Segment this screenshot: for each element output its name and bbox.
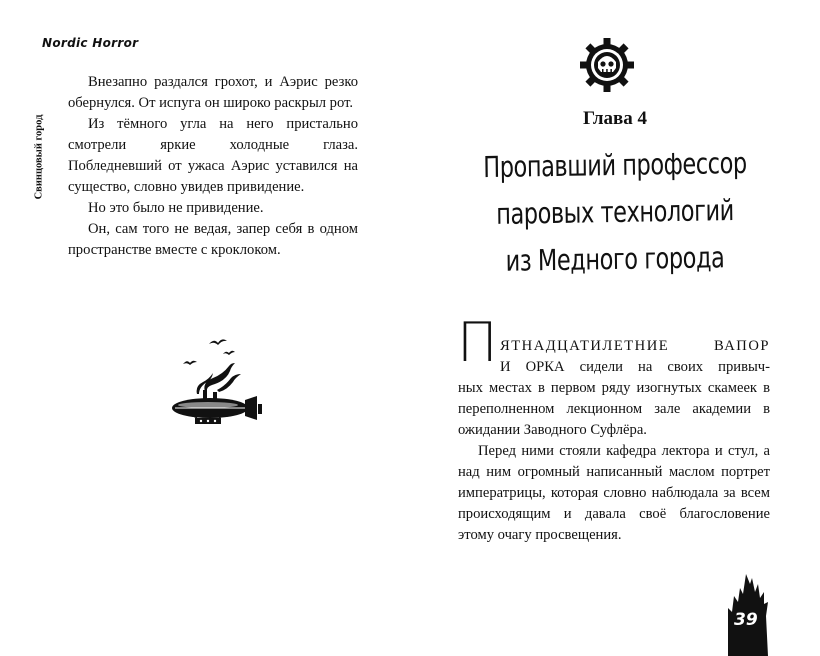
right-body-text	[458, 378, 770, 546]
page-number-tab	[728, 574, 772, 656]
chapter-title-line: из Медного города	[505, 240, 725, 278]
right-page	[410, 0, 820, 656]
intro-lines	[500, 336, 770, 378]
paragraph: ных местах в первом ряду изогнутых скамеек в переполненном лекционном зале академии в ожидании Заводного Суфлёра.	[458, 380, 770, 438]
running-head	[32, 112, 46, 202]
series-title: Nordic Horror	[42, 36, 139, 50]
intro-word: ВАПОР	[713, 338, 770, 354]
left-body-text	[68, 72, 358, 261]
paragraph: Перед ними стояли кафедра лектора и стул, а над ним огромный написанный маслом портрет императрицы, которая словно наблюдала за всем происходящим и давала своё благословение этому очагу просвещения.	[458, 443, 770, 543]
gear-skull-icon	[578, 36, 636, 94]
page-number: 39	[734, 610, 758, 630]
chapter-title-line: Пропавший профессор	[483, 145, 747, 185]
intro-word: ЯТНАДЦАТИЛЕТНИЕ	[500, 338, 670, 354]
chapter-title	[410, 142, 820, 283]
running-head-text: Свинцовый город	[33, 114, 45, 200]
drop-cap: П	[457, 311, 498, 374]
chapter-number: Глава 4	[582, 108, 648, 129]
intro-line-2: И ОРКА сидели на своих привыч-	[500, 359, 770, 375]
paragraph: Внезапно раздался грохот, и Аэрис резко обернулся. От испуга он широко раскрыл рот.	[68, 74, 358, 111]
intro-line-1	[500, 336, 770, 357]
airship-illustration	[165, 332, 265, 432]
paragraph: Но это было не привидение.	[88, 200, 264, 216]
paragraph: Он, сам того не ведая, запер себя в одном пространстве вместе с кроклоком.	[68, 221, 358, 258]
paragraph: Из тёмного угла на него пристально смотрели яркие холодные глаза. Побледневший от ужаса Аэрис уставился на существо, словно увидев привидение.	[68, 116, 358, 195]
chapter-title-line: паровых технологий	[496, 193, 734, 231]
